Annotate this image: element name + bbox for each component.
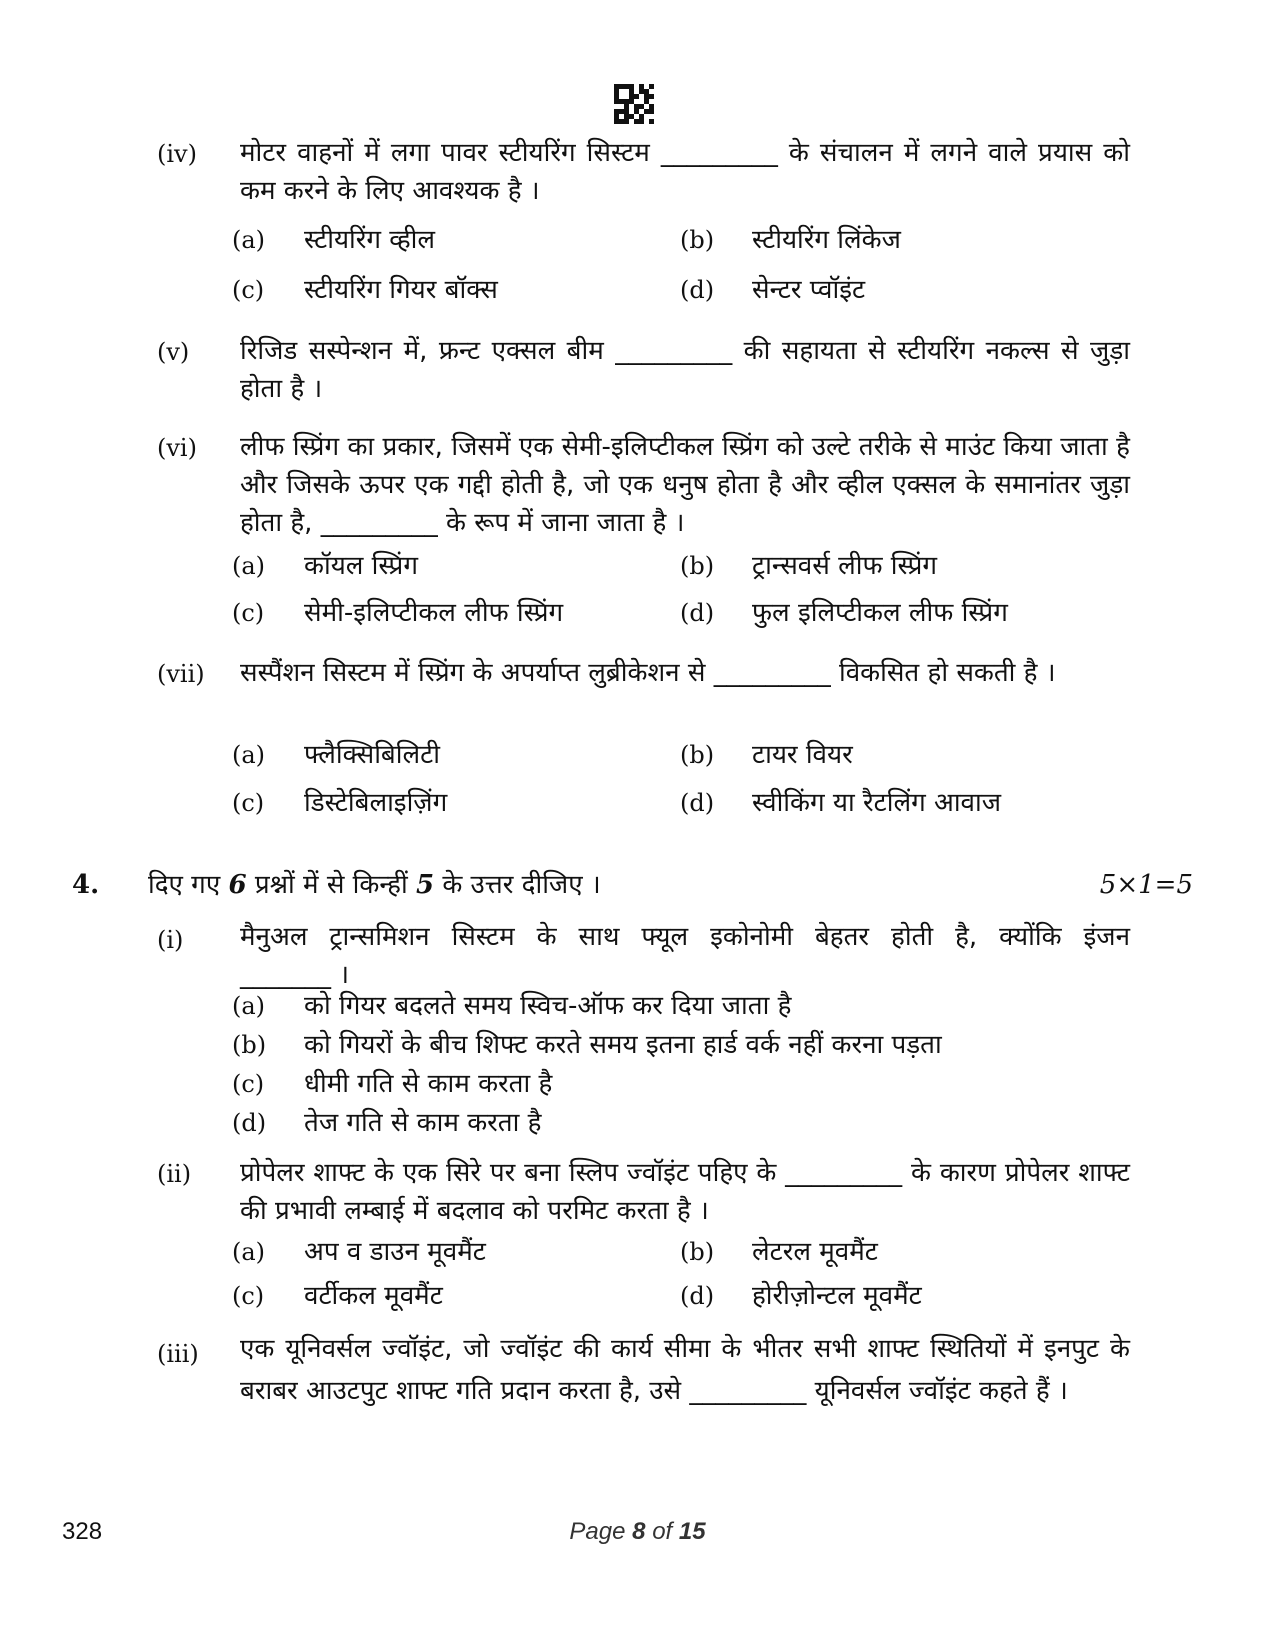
- option-b: (b) ट्रान्सवर्स लीफ स्प्रिंग: [680, 551, 938, 581]
- option-a: (a) कॉयल स्प्रिंग: [232, 551, 418, 581]
- question-number: (vii): [157, 660, 205, 688]
- option-a: (a) को गियर बदलते समय स्विच-ऑफ कर दिया जाता है: [232, 991, 792, 1021]
- option-b: (b) को गियरों के बीच शिफ्ट करते समय इतना हार्ड वर्क नहीं करना पड़ता: [232, 1030, 942, 1060]
- option-b: (b) लेटरल मूवमैंट: [680, 1237, 878, 1267]
- option-d: (d) फुल इलिप्टीकल लीफ स्प्रिंग: [680, 598, 1008, 628]
- question-number: (vi): [157, 434, 197, 462]
- option-d: (d) होरीज़ोन्टल मूवमैंट: [680, 1281, 922, 1311]
- question-text: सस्पैंशन सिस्टम में स्प्रिंग के अपर्याप्त लुब्रीकेशन से _________ विकसित हो सकती है ।: [240, 658, 1056, 688]
- question-text: प्रोपेलर शाफ्ट के एक सिरे पर बना स्लिप ज्वॉइंट पहिए के _________ के कारण प्रोपेलर शाफ्ट की प्रभावी लम्बाई में बदलाव को परमिट करता है ।: [240, 1158, 1130, 1226]
- page-indicator: Page 8 of 15: [569, 1518, 706, 1545]
- question-text-line1: मैनुअल ट्रान्समिशन सिस्टम के साथ फ्यूल इकोनोमी बेहतर होती है, क्योंकि इंजन: [240, 922, 1130, 952]
- marks-allocation: 5×1=5: [1099, 870, 1193, 900]
- paper-code: 328: [62, 1518, 103, 1545]
- option-c: (c) स्टीयरिंग गियर बॉक्स: [232, 275, 498, 305]
- option-b: (b) स्टीयरिंग लिंकेज: [680, 225, 901, 255]
- option-c: (c) धीमी गति से काम करता है: [232, 1069, 553, 1099]
- qr-code-icon: [614, 84, 654, 124]
- question-number: (i): [157, 926, 184, 954]
- option-d: (d) स्वीकिंग या रैटलिंग आवाज: [680, 788, 1002, 818]
- question-number: (v): [157, 338, 190, 366]
- option-c: (c) सेमी-इलिप्टीकल लीफ स्प्रिंग: [232, 598, 564, 628]
- question-number: (ii): [157, 1160, 192, 1188]
- option-a: (a) फ्लैक्सिबिलिटी: [232, 740, 440, 770]
- option-b: (b) टायर वियर: [680, 740, 853, 770]
- question-number: (iii): [157, 1340, 199, 1368]
- main-question-number: 4.: [72, 870, 100, 900]
- question-text: रिजिड सस्पेन्शन में, फ्रन्ट एक्सल बीम _________ की सहायता से स्टीयरिंग नकल्स से जुड़ा होता है ।: [240, 336, 1130, 404]
- question-text: मोटर वाहनों में लगा पावर स्टीयरिंग सिस्टम _________ के संचालन में लगने वाले प्रयास को कम करने के लिए आवश्यक है ।: [240, 138, 1130, 206]
- option-c: (c) डिस्टेबिलाइज़िंग: [232, 788, 448, 818]
- question-text-line2: _______ ।: [240, 960, 350, 990]
- option-c: (c) वर्टीकल मूवमैंट: [232, 1281, 443, 1311]
- option-a: (a) अप व डाउन मूवमैंट: [232, 1237, 486, 1267]
- question-text: एक यूनिवर्सल ज्वॉइंट, जो ज्वॉइंट की कार्य सीमा के भीतर सभी शाफ्ट स्थितियों में इनपुट के बराबर आउटपुट शाफ्ट गति प्रदान करता है, उसे _________ यूनिवर्सल ज्वॉइंट कहते हैं ।: [240, 1334, 1130, 1406]
- question-text: लीफ स्प्रिंग का प्रकार, जिसमें एक सेमी-इलिप्टीकल स्प्रिंग को उल्टे तरीके से माउंट किया जाता है और जिसके ऊपर एक गद्दी होती है, जो एक धनुष होता है और व्हील एक्सल के समानांतर जुड़ा होता है, _________ के रूप में जाना जाता है ।: [240, 432, 1130, 538]
- option-d: (d) तेज गति से काम करता है: [232, 1108, 542, 1138]
- option-a: (a) स्टीयरिंग व्हील: [232, 225, 435, 255]
- main-question-instruction: दिए गए 6 प्रश्नों में से किन्हीं 5 के उत्तर दीजिए ।: [148, 870, 601, 900]
- option-d: (d) सेन्टर प्वॉइंट: [680, 275, 866, 305]
- question-number: (iv): [157, 140, 197, 168]
